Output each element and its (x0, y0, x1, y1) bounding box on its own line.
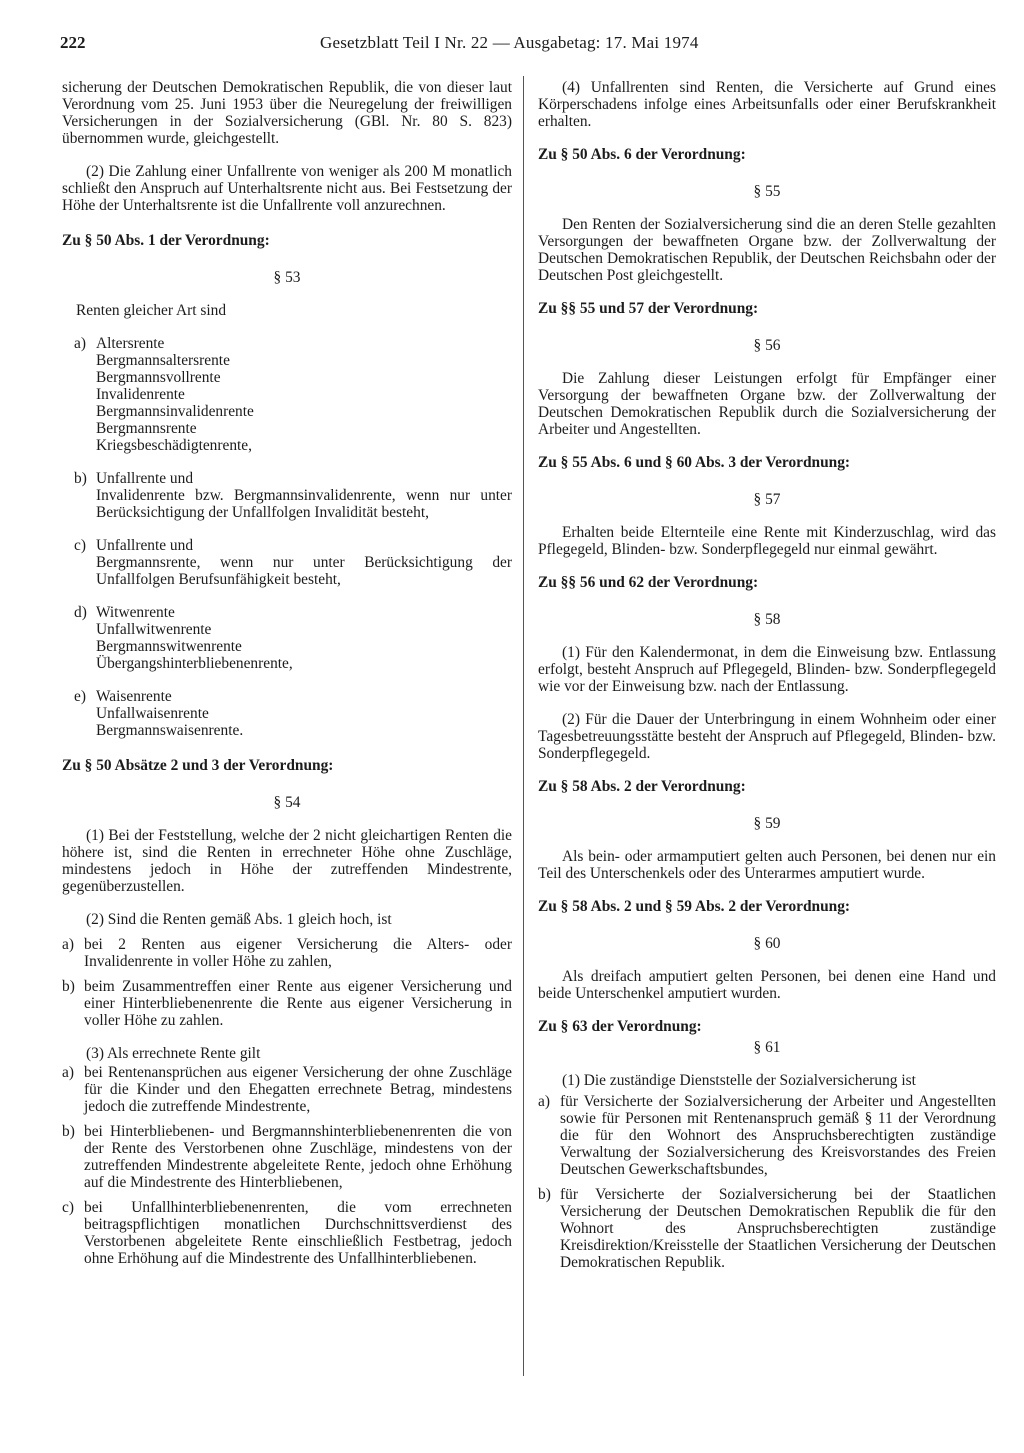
list-label: d) (74, 604, 87, 621)
paragraph: sicherung der Deutschen Demokratischen Republik, die von dieser laut Verordnung vom 25. Juni 1953 über die Neuregelung der freiwilligen Versicherungen in der Sozialversicherung (GBl. Nr. 80 S. 823) übernommen wurde, gleichgestellt. (62, 79, 512, 147)
paragraph: (3) Als errechnete Rente gilt (86, 1045, 261, 1062)
list-item (62, 1199, 512, 1267)
section-number: § 59 (753, 815, 781, 832)
list-item (538, 1186, 996, 1271)
list-line: Bergmannsvollrente (96, 369, 221, 386)
list-label: b) (62, 978, 75, 995)
list-item (62, 1064, 512, 1115)
list-label: a) (538, 1093, 550, 1110)
list-line: Waisenrente (96, 688, 172, 705)
paragraph: (1) Die zuständige Dienststelle der Sozialversicherung ist (562, 1072, 916, 1089)
list-line: Kriegsbeschädigtenrente, (96, 437, 252, 454)
list-line: Übergangshinterbliebenenrente, (96, 655, 293, 672)
section-number: § 58 (753, 611, 781, 628)
section-heading: Zu § 50 Abs. 1 der Verordnung: (62, 232, 270, 249)
section-heading: Zu § 63 der Verordnung: (538, 1018, 702, 1035)
section-heading: Zu § 50 Abs. 6 der Verordnung: (538, 146, 746, 163)
list-text: beim Zusammentreffen einer Rente aus eigener Versicherung und einer Hinterbliebenenrente die Rente aus eigener Versicherung in voller Höhe zu zahlen. (84, 978, 512, 1029)
list-text: bei Hinterbliebenen- und Bergmannshinterbliebenenrenten die von der Rente des Verstorbenen ohne Zuschläge, mindestens von der zutreffenden Mindestrente abgeleitete Rente, jedoch ohne Erhöhung auf die Mindestrente des Hinterbliebenen, (84, 1123, 512, 1191)
paragraph: (2) Die Zahlung einer Unfallrente von weniger als 200 M monatlich schließt den Anspruch auf Unterhaltsrente nicht aus. Bei Festsetzung der Höhe der Unterhaltsrente ist die Unfallrente voll anzurechnen. (62, 163, 512, 214)
paragraph: (2) Für die Dauer der Unterbringung in einem Wohnheim oder einer Tagesbetreuungsstätte besteht der Anspruch auf Pflegegeld, Blinden- bzw. Sonderpflegegeld. (538, 711, 996, 762)
section-number: § 56 (753, 337, 781, 354)
list-text: für Versicherte der Sozialversicherung bei der Staatlichen Versicherung der Deutschen Demokratischen Republik die für den Wohnort des Anspruchsberechtigten zuständige Kreisdirektion/Kreisstelle der Staatlichen Versicherung der Deutschen Demokratischen Republik. (560, 1186, 996, 1271)
list-label: c) (62, 1199, 74, 1216)
list (74, 335, 512, 739)
list-line: Witwenrente (96, 604, 175, 621)
list-line: Unfallrente und (96, 537, 194, 554)
list-item (74, 688, 512, 739)
list-item (74, 470, 512, 521)
section-heading: Zu §§ 55 und 57 der Verordnung: (538, 300, 759, 317)
paragraph: Als dreifach amputiert gelten Personen, bei denen eine Hand und beide Unterschenkel amputiert wurden. (538, 968, 996, 1002)
list-item (74, 537, 512, 588)
paragraph: Erhalten beide Elternteile eine Rente mit Kinderzuschlag, wird das Pflegegeld, Blinden- bzw. Sonderpflegegeld nur einmal gewährt. (538, 524, 996, 558)
paragraph: (2) Sind die Renten gemäß Abs. 1 gleich hoch, ist (86, 911, 392, 928)
section-heading: Zu § 58 Abs. 2 und § 59 Abs. 2 der Verordnung: (538, 898, 851, 915)
page-number: 222 (60, 33, 86, 52)
list-line: Bergmannsrente, wenn nur unter Berücksichtigung der Unfallfolgen Berufsunfähigkeit besteht, (96, 554, 512, 588)
list-line: Bergmannsrente (96, 420, 197, 437)
section-heading: Zu § 58 Abs. 2 der Verordnung: (538, 778, 746, 795)
gazette-title: Gesetzblatt Teil I Nr. 22 — Ausgabetag: 17. Mai 1974 (320, 33, 699, 52)
list-item (62, 978, 512, 1029)
list-line: Invalidenrente bzw. Bergmannsinvalidenrente, wenn nur unter Berücksichtigung der Unfallfolgen Invalidität besteht, (96, 487, 512, 521)
left-column (62, 79, 512, 1275)
paragraph: Renten gleicher Art sind (76, 302, 227, 319)
paragraph: (1) Für den Kalendermonat, in dem die Einweisung bzw. Entlassung erfolgt, besteht Anspruch auf Pflegegeld, Blinden- bzw. Sonderpflegegeld wie vor der Einweisung bzw. nach der Entlassung. (538, 644, 996, 695)
list-label: e) (74, 688, 86, 705)
paragraph: Die Zahlung dieser Leistungen erfolgt für Empfänger einer Versorgung der bewaffneten Organe bzw. der Zollverwaltung der Deutschen Demokratischen Republik durch die Sozialversicherung der Arbeiter und Angestellten. (538, 370, 996, 438)
list-text: bei Unfallhinterbliebenenrenten, die vom errechneten beitragspflichtigen monatlichen Durchschnittsverdienst des Verstorbenen abgeleitete Rente einschließlich Festbetrag, jedoch ohne Erhöhung auf die Mindestrente des Unfallhinterbliebenen. (84, 1199, 512, 1267)
list-item (74, 604, 512, 672)
list-line: Bergmannswitwenrente (96, 638, 242, 655)
list-label: a) (62, 936, 74, 953)
section-number: § 61 (753, 1039, 781, 1056)
section-number: § 57 (753, 491, 781, 508)
list-line: Invalidenrente (96, 386, 185, 403)
list-text: bei Rentenansprüchen aus eigener Versicherung der ohne Zuschläge für die Kinder und den Ehegatten errechnete Betrag, mindestens jedoch die zutreffende Mindestrente, (84, 1064, 512, 1115)
paragraph: (1) Bei der Feststellung, welche der 2 nicht gleichartigen Renten die höhere ist, sind die Renten in errechneter Höhe ohne Zuschläge, mindestens jedoch in Höhe der zutreffenden Mindestrente, gegenüberzustellen. (62, 827, 512, 895)
column-divider (523, 76, 524, 1376)
list-item (74, 335, 512, 454)
section-number: § 60 (753, 935, 781, 952)
list-text: bei 2 Renten aus eigener Versicherung die Alters- oder Invalidenrente in voller Höhe zu zahlen, (84, 936, 512, 970)
list-label: a) (62, 1064, 74, 1081)
paragraph: Den Renten der Sozialversicherung sind die an deren Stelle gezahlten Versorgungen der bewaffneten Organe bzw. der Zollverwaltung der Deutschen Demokratischen Republik, der Deutschen Reichsbahn oder der Deutschen Post gleichgestellt. (538, 216, 996, 284)
list-label: b) (74, 470, 87, 487)
list-item (538, 1093, 996, 1178)
list-line: Unfallwitwenrente (96, 621, 212, 638)
list-line: Bergmannsinvalidenrente (96, 403, 254, 420)
section-number: § 54 (273, 794, 301, 811)
section-number: § 53 (273, 269, 301, 286)
list-label: b) (62, 1123, 75, 1140)
list-label: b) (538, 1186, 551, 1203)
list-label: a) (74, 335, 86, 352)
list-item (62, 936, 512, 970)
list-line: Bergmannswaisenrente. (96, 722, 244, 739)
list-item (62, 1123, 512, 1191)
list-line: Altersrente (96, 335, 165, 352)
list-line: Unfallrente und (96, 470, 194, 487)
section-number: § 55 (753, 183, 781, 200)
list-line: Unfallwaisenrente (96, 705, 209, 722)
section-heading: Zu § 50 Absätze 2 und 3 der Verordnung: (62, 757, 334, 774)
right-column (538, 79, 996, 1279)
section-heading: Zu §§ 56 und 62 der Verordnung: (538, 574, 759, 591)
list-line: Bergmannsaltersrente (96, 352, 230, 369)
list-text: für Versicherte der Sozialversicherung der Arbeiter und Angestellten sowie für Personen mit Rentenanspruch gemäß § 11 der Verordnung die für den Wohnort des Anspruchsberechtigten zuständige Verwaltung der Sozialversicherung des Kreisvorstandes des Freien Deutschen Gewerkschaftsbundes, (560, 1093, 996, 1178)
list-label: c) (74, 537, 86, 554)
section-heading: Zu § 55 Abs. 6 und § 60 Abs. 3 der Verordnung: (538, 454, 851, 471)
paragraph: Als bein- oder armamputiert gelten auch Personen, bei denen nur ein Teil des Unterschenkels oder des Unterarmes amputiert wurde. (538, 848, 996, 882)
page-header (60, 34, 994, 56)
paragraph: (4) Unfallrenten sind Renten, die Versicherte auf Grund eines Körperschadens infolge eines Arbeitsunfalls oder einer Berufskrankheit erhalten. (538, 79, 996, 130)
